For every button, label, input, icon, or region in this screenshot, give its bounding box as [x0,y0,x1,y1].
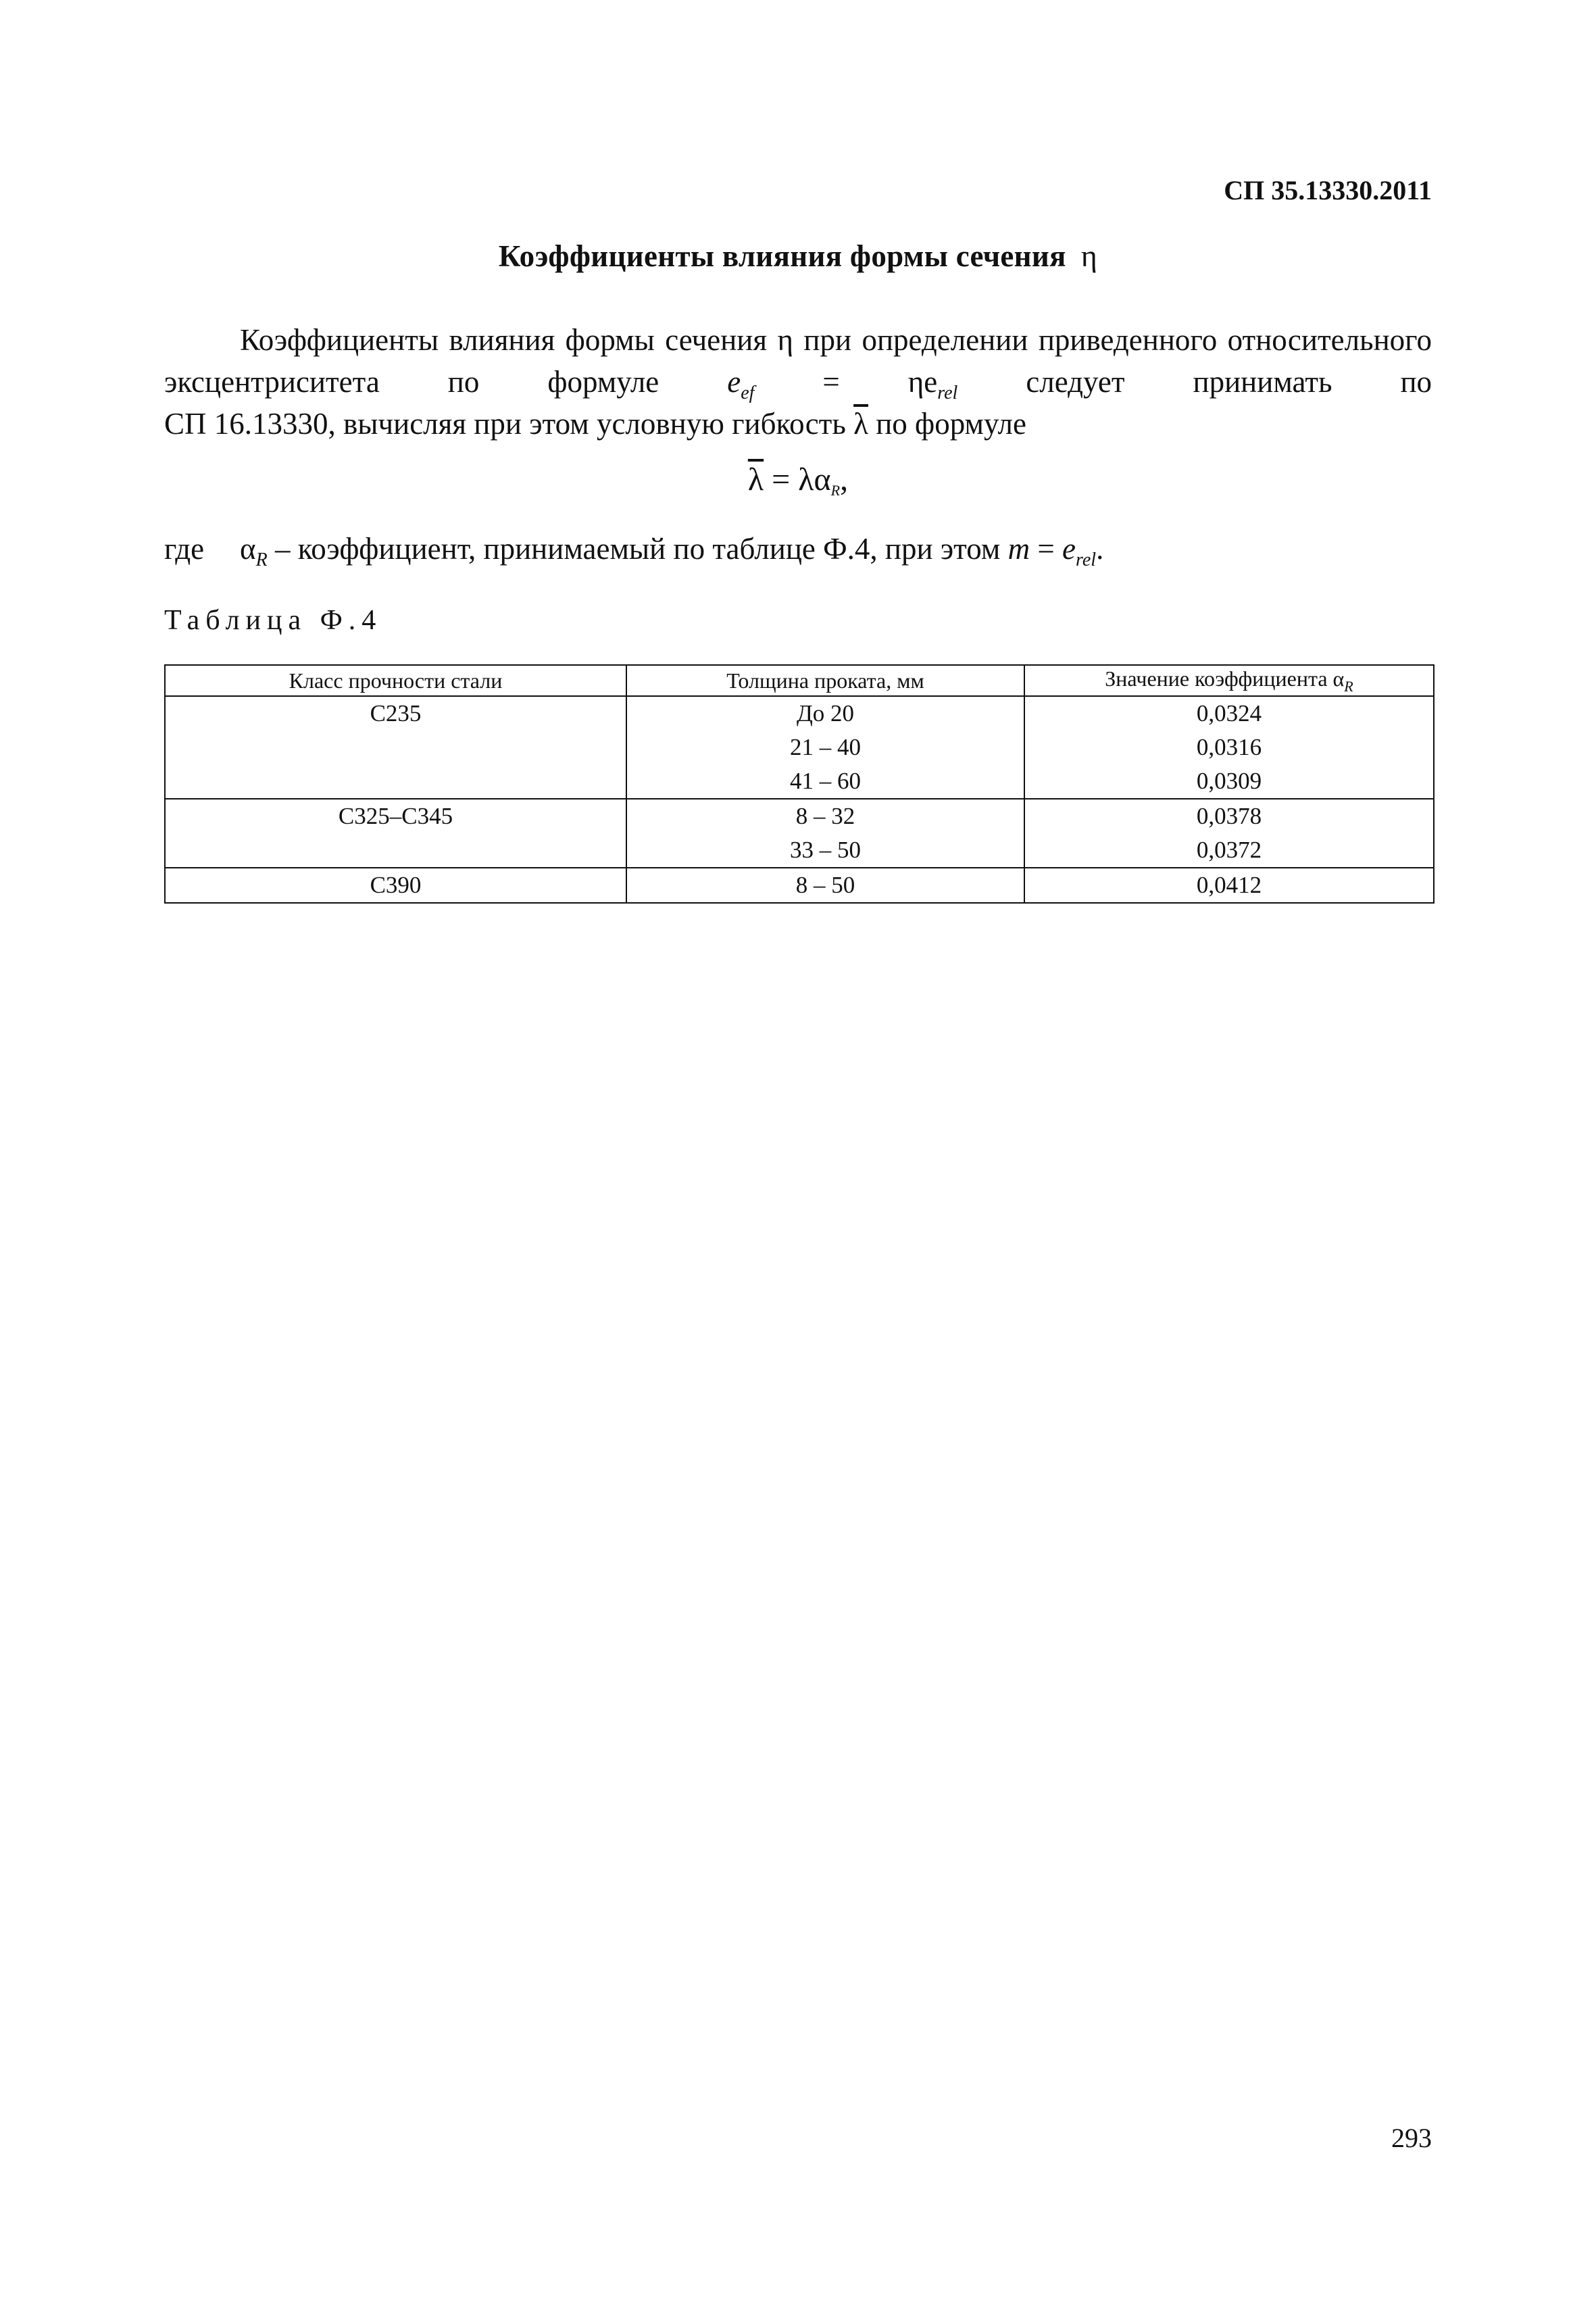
cell-thickness: До 20 [626,696,1024,731]
where-label: где [164,532,205,566]
cell-value: 0,0372 [1024,833,1434,868]
cell-steel: С390 [165,868,626,903]
table-row [165,696,1434,731]
cell-steel [165,833,626,868]
formula-rhs: = λα [772,462,831,497]
where-equals: = [1037,532,1055,566]
cell-value: 0,0324 [1024,696,1434,731]
where-clause [164,531,1103,571]
cell-thickness: 8 – 50 [626,868,1024,903]
formula-eta-erel: $\eta e_{rel}$ [907,365,958,403]
section-title [0,238,1596,274]
formula-eef: $e_{ef}$ [727,365,755,403]
paragraph-2-text: СП 16.13330, вычисляя при этом условную гибкость [164,407,846,441]
cell-value: 0,0378 [1024,799,1434,833]
paragraph-2-tail: по формуле [876,407,1026,441]
alpha-sub: R [255,549,268,570]
where-text: – коэффициент, принимаемый по таблице Ф.4, при этом [274,532,1001,566]
table-header-row [165,665,1434,696]
formula-comma: , [840,462,849,497]
formula-sub: R [830,482,841,499]
table-row [165,731,1434,764]
eta-symbol: η [1080,239,1098,273]
cell-thickness: 8 – 32 [626,799,1024,833]
cell-steel [165,731,626,764]
cell-value: 0,0316 [1024,731,1434,764]
header-coefficient: Значение коэффициента $\alpha_R$ [1024,665,1434,696]
section-title-text: Коэффициенты влияния формы сечения [498,239,1066,273]
erel-var: $e_{rel}$ [1062,532,1097,570]
cell-steel: С325–С345 [165,799,626,833]
paragraph-1-tail: следует принимать по [1026,365,1432,399]
table-caption: Таблица Ф.4 [164,605,382,636]
table-row [165,833,1434,868]
document-code: СП 35.13330.2011 [1224,175,1432,205]
cell-value: 0,0412 [1024,868,1434,903]
table-row [165,799,1434,833]
where-end: . [1096,532,1104,566]
alpha-symbol: α [240,532,256,566]
formula-lambda-bar: $\overline{\lambda}$ [747,462,764,497]
m-var: m [1007,532,1030,566]
cell-steel [165,764,626,799]
coefficient-table [164,664,1435,904]
cell-value: 0,0309 [1024,764,1434,799]
header-steel-class: Класс прочности стали [165,665,626,696]
header-thickness: Толщина проката, мм [626,665,1024,696]
paragraph-1 [164,319,1432,414]
cell-steel: С235 [165,696,626,731]
table-row [165,764,1434,799]
table-row [165,868,1434,903]
paragraph-1-text: Коэффициенты влияния формы сечения η при определении приведенного относительного эксцентриситета по формуле [164,323,1432,399]
slenderness-formula [0,461,1596,499]
formula-equals: = [822,365,840,399]
page-number: 293 [1391,2123,1432,2153]
cell-thickness: 33 – 50 [626,833,1024,868]
cell-thickness: 21 – 40 [626,731,1024,764]
cell-thickness: 41 – 60 [626,764,1024,799]
paragraph-2 [164,403,1432,445]
lambda-bar-symbol: $\overline{\lambda}$ [853,407,868,441]
